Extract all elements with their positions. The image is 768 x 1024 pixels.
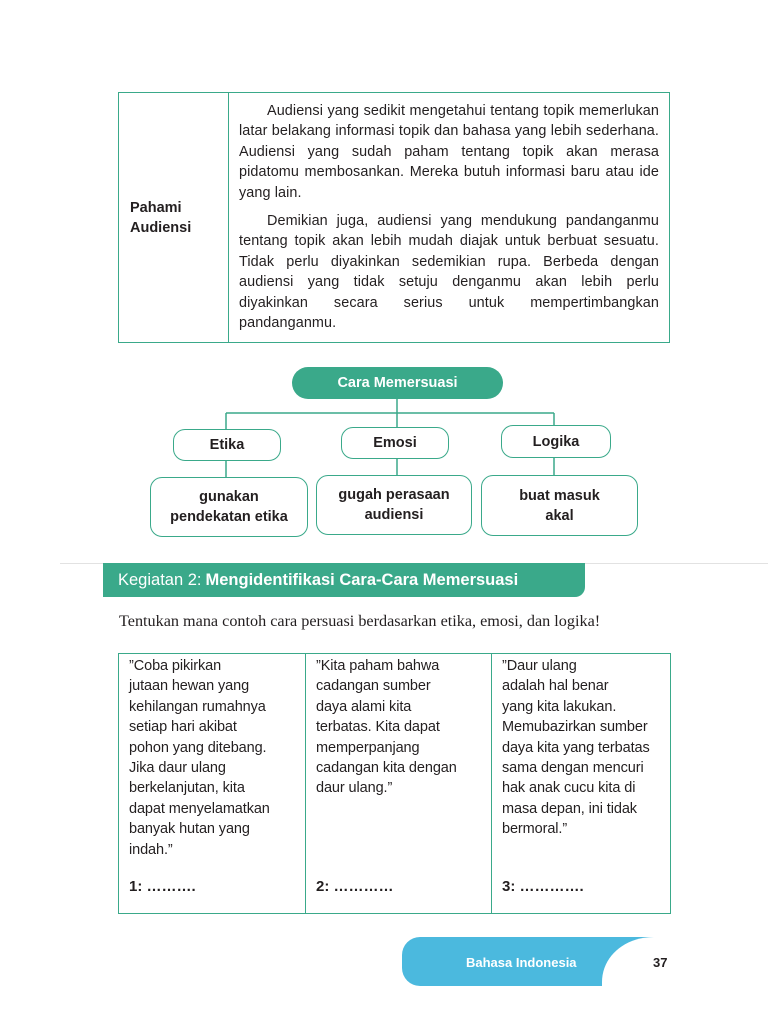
examples-table — [118, 653, 671, 914]
info-paragraph-2: Demikian juga, audiensi yang mendukung pandanganmu tentang topik akan lebih mudah diajak untuk berbuat sesuatu. Tidak perlu diyakinkan sedemikian rupa. Berbeda dengan audiensi yang tidak setuju denganmu akan lebih perlu diyakinkan secara serius untuk mempertimbangkan pandanganmu. — [239, 213, 659, 332]
desc-logika: buat masuk akal — [481, 475, 638, 536]
activity-title: Mengidentifikasi Cara-Cara Memersuasi — [205, 570, 519, 589]
audience-info-table — [118, 92, 670, 343]
desc-etika: gunakan pendekatan etika — [150, 477, 308, 537]
answer-blank-1: 1: ………. — [129, 878, 196, 895]
footer-tab — [402, 937, 768, 986]
activity-prefix: Kegiatan 2: — [118, 570, 202, 589]
info-text-cell — [229, 93, 669, 342]
example-text-1: ”Coba pikirkan jutaan hewan yang kehilangan rumahnya setiap hari akibat pohon yang ditebang. Jika daur ulang berkelanjutan, kita dapat menyelamatkan banyak hutan yang indah.” — [129, 658, 270, 858]
example-text-2: ”Kita paham bahwa cadangan sumber daya alami kita terbatas. Kita dapat memperpanjang cadangan kita dengan daur ulang.” — [316, 658, 457, 797]
activity-instruction: Tentukan mana contoh cara persuasi berdasarkan etika, emosi, dan logika! — [119, 612, 601, 630]
example-cell-2 — [305, 654, 491, 913]
desc-emosi: gugah perasaan audiensi — [316, 475, 472, 535]
page-number: 37 — [653, 955, 668, 970]
example-cell-3 — [491, 654, 670, 913]
example-text-3: ”Daur ulang adalah hal benar yang kita lakukan. Memubazirkan sumber daya kita yang terbatas sama dengan mencuri hak anak cucu kita di masa depan, ini tidak bermoral.” — [502, 658, 650, 838]
info-label-cell — [119, 93, 229, 342]
category-logika: Logika — [501, 425, 611, 458]
example-cell-1 — [119, 654, 305, 913]
diagram-title: Cara Memersuasi — [292, 367, 503, 399]
category-etika: Etika — [173, 429, 281, 461]
answer-blank-2: 2: ………… — [316, 878, 394, 895]
info-label: Pahami Audiensi — [130, 199, 192, 236]
activity-banner — [103, 563, 585, 597]
answer-blank-3: 3: …………. — [502, 878, 584, 895]
footer-white-tab — [602, 937, 768, 986]
category-emosi: Emosi — [341, 427, 449, 459]
info-paragraph-1: Audiensi yang sedikit mengetahui tentang topik memerlukan latar belakang informasi topik dan bahasa yang lebih sederhana. Audiensi yang sudah paham tentang topik akan merasa pidatomu membosankan. Mereka butuh informasi baru atau ide yang lain. — [239, 103, 659, 201]
footer-subject: Bahasa Indonesia — [466, 955, 577, 970]
